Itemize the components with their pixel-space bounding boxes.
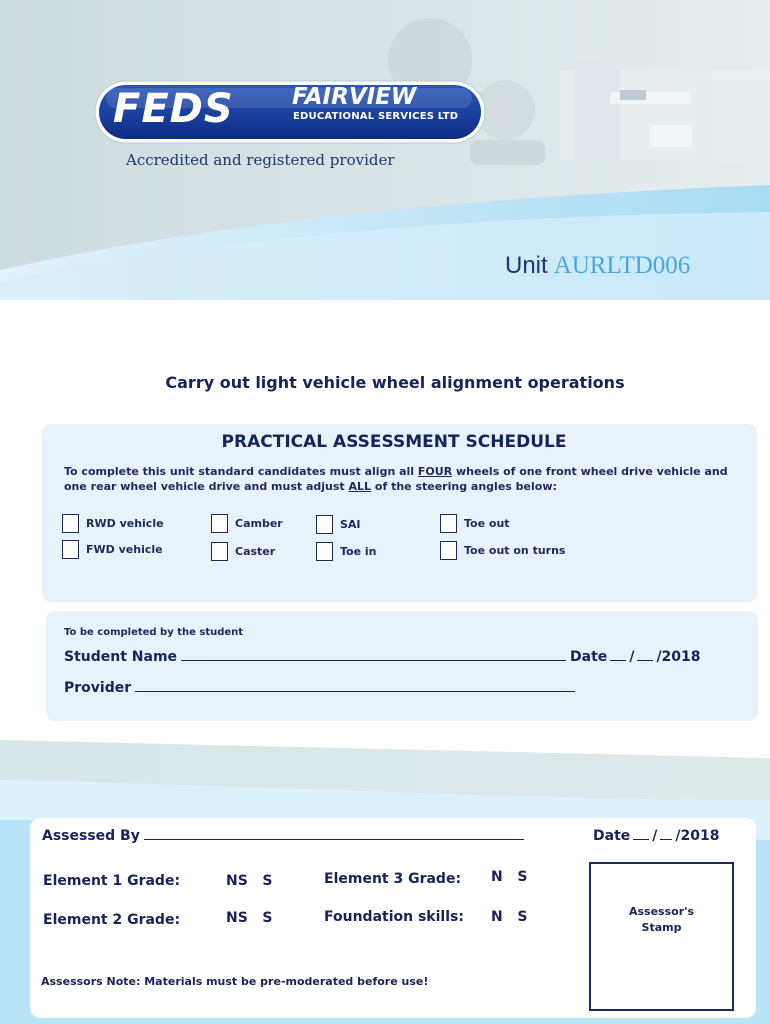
element-3-grades[interactable]: N S <box>491 869 528 885</box>
checkbox-item-camber[interactable] <box>211 514 283 533</box>
checkbox-item-rwd[interactable] <box>62 514 164 533</box>
assessor-stamp-box <box>589 862 734 1011</box>
assessment-schedule-panel <box>42 424 757 602</box>
student-date-slash: / <box>629 649 635 665</box>
element-2-row <box>43 912 180 928</box>
assessor-date-slash: / <box>652 828 658 844</box>
foundation-label: Foundation skills: <box>324 909 464 925</box>
header-banner <box>0 0 770 300</box>
assessor-date-month-field[interactable] <box>660 828 672 840</box>
checkbox-label: Caster <box>235 545 276 558</box>
student-details-panel <box>46 611 758 721</box>
checkbox-item-toe-in[interactable] <box>316 542 377 561</box>
assessor-date-year: /2018 <box>675 828 720 844</box>
provider-label: Provider <box>64 680 132 696</box>
checkbox[interactable] <box>440 541 457 560</box>
instructions-part-1: To complete this unit standard candidates must align all <box>64 465 418 478</box>
checkbox-label: Camber <box>235 517 283 530</box>
assessor-date-day-field[interactable] <box>633 828 649 840</box>
element-2-grades[interactable]: NS S <box>226 910 273 926</box>
assessor-panel <box>30 818 756 1018</box>
element-1-grades[interactable]: NS S <box>226 873 273 889</box>
assessor-note: Assessors Note: Materials must be pre-moderated before use! <box>41 975 429 988</box>
student-name-label: Student Name <box>64 649 178 665</box>
element-2-label: Element 2 Grade: <box>43 912 181 928</box>
checkbox-label: FWD vehicle <box>86 543 163 556</box>
instructions-part-3: of the steering angles below: <box>371 480 557 493</box>
student-name-row <box>64 649 701 665</box>
foundation-grades[interactable]: N S <box>491 909 528 925</box>
tagline: Accredited and registered provider <box>126 151 395 169</box>
checkbox[interactable] <box>62 514 79 533</box>
logo-text-main: FEDS <box>113 86 234 132</box>
assessed-by-label: Assessed By <box>42 828 140 844</box>
checkbox-label: Toe out <box>464 517 510 530</box>
logo-text-sub: EDUCATIONAL SERVICES LTD <box>293 111 459 122</box>
unit-heading <box>505 252 690 280</box>
checkbox[interactable] <box>62 540 79 559</box>
checkbox-item-fwd[interactable] <box>62 540 163 559</box>
checkbox[interactable] <box>316 542 333 561</box>
provider-field[interactable] <box>135 680 575 692</box>
checkbox-item-toe-out[interactable] <box>440 514 510 533</box>
schedule-heading: PRACTICAL ASSESSMENT SCHEDULE <box>221 432 567 452</box>
instructions-part-2: wheels of one front wheel drive vehicle and one rear wheel vehicle drive and must adjust <box>64 465 728 493</box>
checkbox-label: Toe in <box>340 545 377 558</box>
stamp-label-line-1: Assessor's <box>628 905 695 918</box>
checkbox-label: SAI <box>340 518 361 531</box>
unit-label: Unit <box>505 252 548 279</box>
instructions-four: FOUR <box>417 465 453 478</box>
checkbox[interactable] <box>316 515 333 534</box>
unit-code: AURLTD006 <box>553 252 691 279</box>
student-note: To be completed by the student <box>64 627 244 638</box>
instructions-all: ALL <box>348 480 372 493</box>
checkbox[interactable] <box>211 542 228 561</box>
student-date-month-field[interactable] <box>637 649 653 661</box>
checkbox-item-caster[interactable] <box>211 542 275 561</box>
foundation-row <box>324 909 464 925</box>
student-date-label: Date <box>570 649 608 665</box>
stamp-label-line-2: Stamp <box>641 921 682 934</box>
assessor-date-row <box>593 828 719 844</box>
checkbox-label: RWD vehicle <box>86 517 164 530</box>
checkbox[interactable] <box>211 514 228 533</box>
element-1-row <box>43 873 180 889</box>
checkbox-item-sai[interactable] <box>316 515 361 534</box>
checkbox-item-toe-out-on-turns[interactable] <box>440 541 565 560</box>
student-name-field[interactable] <box>181 649 566 661</box>
assessed-by-field[interactable] <box>144 828 524 840</box>
element-1-label: Element 1 Grade: <box>43 873 181 889</box>
assessor-date-label: Date <box>593 828 631 844</box>
student-date-year: /2018 <box>656 649 701 665</box>
schedule-instructions <box>64 464 744 494</box>
logo-text-name: FAIRVIEW <box>292 84 417 110</box>
provider-row <box>64 680 579 696</box>
assessed-by-row <box>42 828 528 844</box>
element-3-row <box>324 871 461 887</box>
checkbox-label: Toe out on turns <box>464 544 566 557</box>
element-3-label: Element 3 Grade: <box>324 871 462 887</box>
checkbox[interactable] <box>440 514 457 533</box>
unit-title: Carry out light vehicle wheel alignment operations <box>165 373 625 392</box>
student-date-day-field[interactable] <box>610 649 626 661</box>
